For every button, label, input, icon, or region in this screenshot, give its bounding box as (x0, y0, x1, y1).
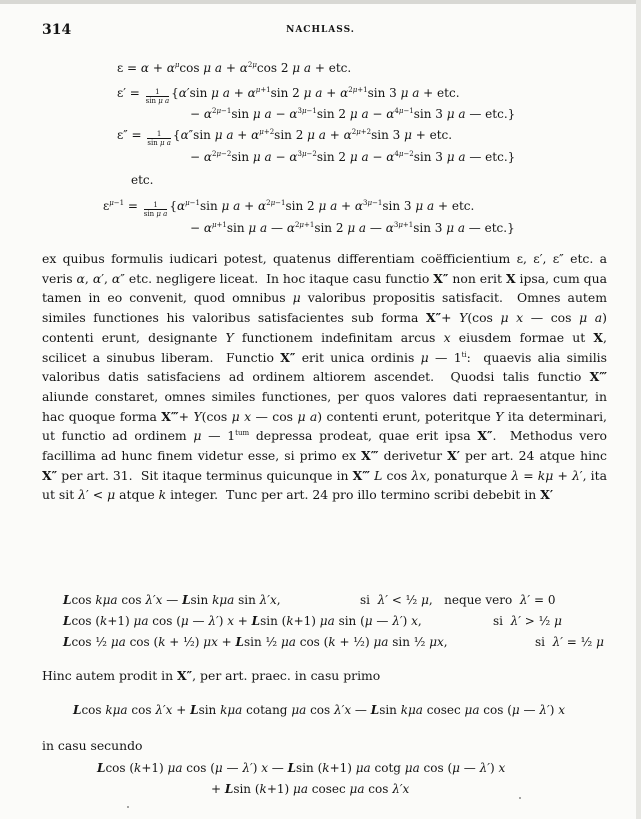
equation-epsilon-mu-line-1: $\varepsilon^{\mu-1}$ = $\frac{1}{\text{sin μ a}}$ {$\alpha^{\mu-1}\sin$ μ $a + \alpha^{2\mu-1}\sin$ 2 μ $a + \alpha^{3\mu-1}\sin$ 3 μ a + etc. (103, 199, 475, 218)
equation-epsilon-mu-line-2: − $\alpha^{\mu+1}\sin$ μ a — $\alpha^{2\mu+1}\sin$ 2 μ a — $\alpha^{3\mu+1}\sin$ 3 μ a — etc.} (190, 221, 515, 235)
case-condition-3: si λ′ = ½ μ (535, 635, 604, 649)
equation-epsilon-2-line-1: ε″ = $\frac{1}{\text{sin μ a}}$ {α″sin μ $a + \alpha^{\mu+2}\sin$ 2 μ $a + \alpha^{2\mu+2}\sin$ 3 μ + etc. (117, 128, 453, 147)
casu-secundo-formula-line-2: + Lsin (k+1) μa cosec μa cos λ′x (211, 782, 410, 796)
body-paragraph: ex quibus formulis iudicari potest, quatenus differentiam coëfficientium ε, ε′, ε″ etc. a veris α, α′, α″ etc. negligere liceat. In hoc itaque casu functio X″ non erit X ipsa, cum qua tamen in eo convenit, quod omnibus μ valoribus propositis satisfacit. Omnes autem similes functiones his valoribus satisfacientes sub forma X″+ Y(cos μ x — cos μ a) contenti erunt, designante Y functionem indefinitam arcus x eiusdem formae ut X, scilicet a sinubus liberam. Functio X″ erit unica ordinis μ — $1^{ti}$: quaevis alia similis valoribus datis satisfaciens ad ordinem altiorem ascendet. Quodsi talis functio X‴ aliunde constaret, omnes similes functiones, per quos valores dati repraesentantur, in hac quoque forma X‴+ Y(cos μ x — cos μ a) contenti erunt, poteritque Y ita determinari, ut functio ad ordinem μ — $1^{tum}$ depressa prodeat, quae erit ipsa X″. Methodus vero facillima ad hunc finem videtur esse, si primo ex X‴ derivetur X′ per art. 24 atque hinc X″ per art. 31. Sit itaque terminus quicunque in X‴ L cos λx, ponaturque λ = kμ + λ′, ita ut sit λ′ < μ atque k integer. Tunc per art. 24 pro illo termino scribi debebit in X′ (42, 251, 608, 503)
in-casu-secundo: in casu secundo (42, 738, 143, 753)
case-formula-1: Lcos kμa cos λ′x — Lsin kμa sin λ′x, (63, 593, 281, 607)
case-condition-2: si λ′ > ½ μ (493, 614, 562, 628)
case-formula-2: Lcos (k+1) μa cos (μ — λ′) x + Lsin (k+1) μa sin (μ — λ′) x, (63, 614, 422, 628)
scan-top-edge (0, 0, 641, 4)
ink-speck (519, 797, 521, 799)
equation-etc: etc. (131, 173, 154, 187)
casu-secundo-formula-line-1: Lcos (k+1) μa cos (μ — λ′) x — Lsin (k+1) μa cotg μa cos (μ — λ′) x (97, 761, 506, 775)
equation-epsilon-1-line-2: − $\alpha^{2\mu-1}\sin$ μ $a - \alpha^{3\mu-1}\sin$ 2 μ $a - \alpha^{4\mu-1}\sin$ 3 μ a — etc.} (190, 107, 516, 121)
casu-primo-formula: Lcos kμa cos λ′x + Lsin kμa cotang μa cos λ′x — Lsin kμa cosec μa cos (μ — λ′) x (73, 703, 565, 717)
ink-speck (127, 806, 129, 808)
hinc-line: Hinc autem prodit in X″, per art. praec. in casu primo (42, 668, 381, 683)
equation-epsilon-2-line-2: − $\alpha^{2\mu-2}\sin$ μ $a - \alpha^{3\mu-2}\sin$ 2 μ $a - \alpha^{4\mu-2}\sin$ 3 μ a — etc.} (190, 150, 516, 164)
case-condition-1: si λ′ < ½ μ, neque vero λ′ = 0 (360, 593, 556, 607)
running-title: NACHLASS. (286, 25, 355, 35)
case-formula-3: Lcos ½ μa cos (k + ½) μx + Lsin ½ μa cos (k + ½) μa sin ½ μx, (63, 635, 448, 649)
equation-epsilon-1-line-1: ε′ = $\frac{1}{\text{sin μ a}}$ {α′sin μ $a + \alpha^{\mu+1}\sin$ 2 μ $a + \alpha^{2\mu+1}\sin$ 3 μ a + etc. (117, 86, 460, 105)
scan-right-edge (636, 0, 641, 819)
page-number: 314 (42, 22, 72, 38)
equation-epsilon-0: $\varepsilon = \alpha + \alpha^\mu\cos$ μ $a + \alpha^{2\mu}\cos$ 2 μ a + etc. (117, 61, 352, 75)
